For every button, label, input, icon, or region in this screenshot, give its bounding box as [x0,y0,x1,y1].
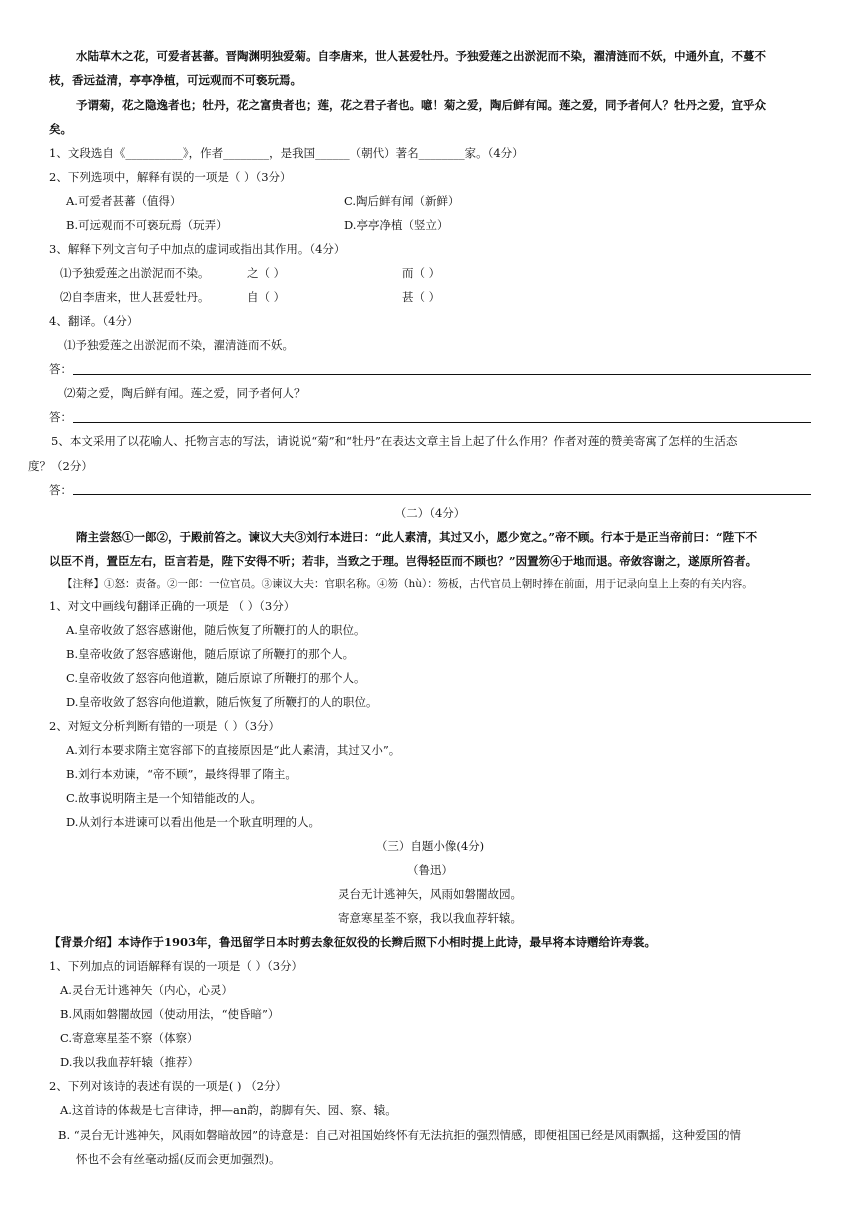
poem-line: 灵台无计逃神矢，风雨如磐闇故园。 [338,887,522,901]
background-note: 【背景介绍】本诗作于1903年，鲁迅留学日本时剪去象征奴役的长辫后照下小相时提上此诗，最早将本诗赠给许寿裳。 [49,935,657,949]
option-a: A.这首诗的体裁是七言律诗，押—an韵，韵脚有矢、园、察、辕。 [60,1103,397,1117]
question-stem: 2、对短文分析判断有错的一项是（ ）（3分） [49,719,281,733]
passage-line: 矣。 [49,122,72,136]
option-b-continued: 怀也不会有丝毫动摇(反而会更加强烈)。 [76,1152,281,1166]
option-c: C.故事说明隋主是一个知错能改的人。 [66,791,263,805]
option-d: D.从刘行本进谏可以看出他是一个耿直明理的人。 [66,815,320,829]
poem-author: （鲁迅） [407,863,453,877]
option-b: B. “灵台无计逃神矢，风雨如磐暗故园”的诗意是：自己对祖国始终怀有无法抗拒的强烈情感，即便祖国已经是风雨飘摇，这种爱国的情 [58,1128,742,1142]
poem-line: 寄意寒星荃不察，我以我血荐轩辕。 [338,911,522,925]
option-c: C.皇帝收敛了怒容向他道歉，随后原谅了所鞭打的那个人。 [66,671,366,685]
question-5-line: 5、本文采用了以花喻人、托物言志的写法，请说说“菊”和“牡丹”在表达文章主旨上起了什么作用？作者对莲的赞美寄寓了怎样的生活态 [51,434,738,448]
question-stem: 2、下列对该诗的表述有误的一项是( ) （2分） [49,1079,287,1093]
word-blank: 之（ ） [247,266,286,280]
option-a: A.刘行本要求隋主宽容部下的直接原因是“此人素清，其过又小”。 [66,743,401,757]
answer-line [73,494,811,495]
section-3-heading: （三）自题小像(4分) [375,839,485,853]
question-3-stem: 3、解释下列文言句子中加点的虚词或指出其作用。（4分） [49,242,346,256]
word-blank: 而（ ） [402,266,441,280]
sentence-1: ⑴予独爱莲之出淤泥而不染。 [60,266,210,280]
answer-line [73,374,811,375]
passage-line: 以臣不肖，置臣左右，臣言若是，陛下安得不听；若非，当致之于理。岂得轻臣而不顾也？”因置笏④于地而退。帝敛容谢之，遂原所笞者。 [49,554,758,568]
option-c: C.陶后鲜有闻（新鲜） [344,194,460,208]
translate-sentence-2: ⑵菊之爱，陶后鲜有闻。莲之爱，同予者何人？ [64,386,306,400]
passage-line: 水陆草木之花，可爱者甚蕃。晋陶渊明独爱菊。自李唐来，世人甚爱牡丹。予独爱莲之出淤泥而不染，濯清涟而不妖，中通外直，不蔓不 [76,49,766,63]
translate-sentence-1: ⑴予独爱莲之出淤泥而不染，濯清涟而不妖。 [64,338,294,352]
sentence-2: ⑵自李唐来，世人甚爱牡丹。 [60,290,210,304]
option-a: A.灵台无计逃神矢（内心，心灵） [60,983,233,997]
passage-line: 枝，香远益清，亭亭净植，可远观而不可亵玩焉。 [49,73,302,87]
option-d: D.皇帝收敛了怒容向他道歉，随后恢复了所鞭打的人的职位。 [66,695,378,709]
option-c: C.寄意寒星荃不察（体察） [60,1031,199,1045]
section-2-heading: （二）（4分） [394,506,466,520]
answer-line [73,422,811,423]
option-a: A.皇帝收敛了怒容感谢他，随后恢复了所鞭打的人的职位。 [66,623,366,637]
answer-label: 答： [49,362,72,376]
option-b: B.刘行本劝谏，“帝不顾”，最终得罪了隋主。 [66,767,297,781]
question-1: 1、文段选自《__________》，作者________，是我国______（朝代）著名________家。（4分） [49,146,524,160]
word-blank: 自（ ） [247,290,286,304]
question-stem: 1、对文中画线句翻译正确的一项是 （ ）（3分） [49,599,296,613]
option-b: B.可远观而不可亵玩焉（玩弄） [66,218,228,232]
question-5-line: 度？（2分） [28,459,93,473]
option-b: B.风雨如磐闇故园（使动用法，“使昏暗”） [60,1007,280,1021]
question-4-stem: 4、翻译。（4分） [49,314,139,328]
word-blank: 甚（ ） [402,290,441,304]
annotation-note: 【注释】①怒：责备。②一郎：一位官员。③谏议大夫：官职名称。④笏（hù）：笏板，古代官员上朝时捧在前面，用于记录向皇上上奏的有关内容。 [62,578,753,590]
question-2-stem: 2、下列选项中，解释有误的一项是（ ）（3分） [49,170,292,184]
option-d: D.亭亭净植（竖立） [344,218,449,232]
option-a: A.可爱者甚蕃（值得） [66,194,182,208]
passage-line: 隋主尝怒①一郎②，于殿前笞之。谏议大夫③刘行本进曰：“此人素清，其过又小，愿少宽之。”帝不顾。行本于是正当帝前曰：“陛下不 [76,530,758,544]
option-b: B.皇帝收敛了怒容感谢他，随后原谅了所鞭打的那个人。 [66,647,355,661]
passage-line: 予谓菊，花之隐逸者也；牡丹，花之富贵者也；莲，花之君子者也。噫！菊之爱，陶后鲜有闻。莲之爱，同予者何人？牡丹之爱，宜乎众 [76,98,766,112]
answer-label: 答： [49,410,72,424]
question-stem: 1、下列加点的词语解释有误的一项是（ ）（3分） [49,959,304,973]
answer-label: 答： [49,483,72,497]
option-d: D.我以我血荐轩辕（推荐） [60,1055,199,1069]
